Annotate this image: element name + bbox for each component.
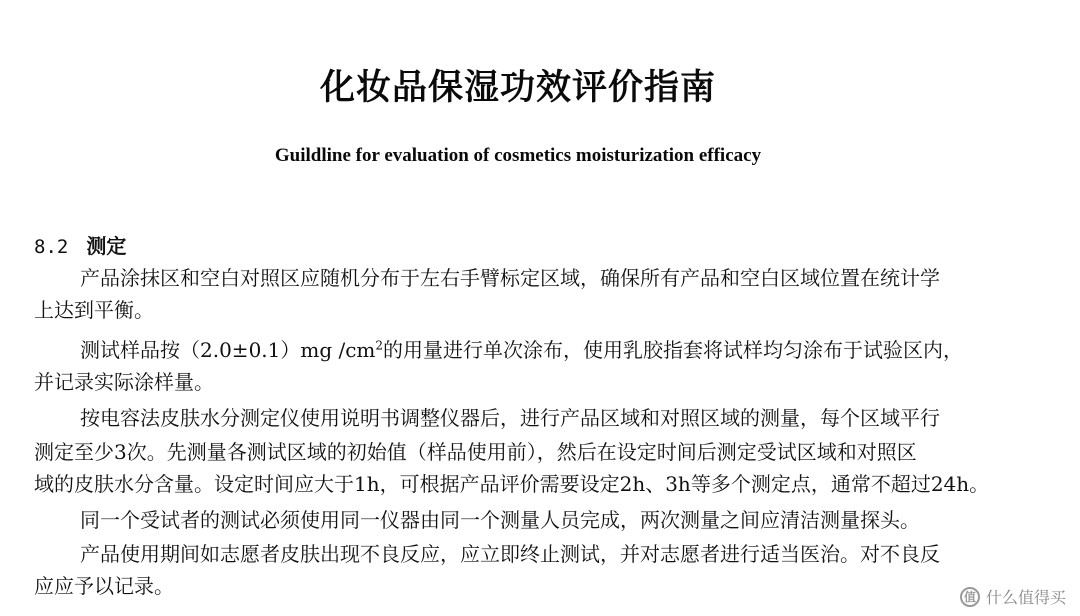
paragraph-line: 并记录实际涂样量。 [34,370,214,394]
paragraph-text: 的用量进行单次涂布，使用乳胶指套将试样均匀涂布于试验区内， [383,338,964,362]
paragraph-line: 测定至少3次。先测量各测试区域的初始值（样品使用前），然后在设定时间后测定受试区域和对照区 [34,440,917,464]
section-heading [34,230,126,259]
paragraph-line: 应应予以记录。 [34,574,174,598]
section-title: 测定 [86,234,127,258]
paragraph-line [80,338,963,362]
paragraph-line: 同一个受试者的测试必须使用同一仪器由同一个测量人员完成，两次测量之间应清洁测量探头。 [80,508,920,532]
watermark-text: 什么值得买 [985,588,1066,607]
section-number: 8.2 [34,236,69,258]
paragraph-line: 域的皮肤水分含量。设定时间应大于1h，可根据产品评价需要设定2h、3h等多个测定点，通常不超过24h。 [34,472,990,496]
superscript: 2 [375,338,384,353]
paragraph-line: 产品涂抹区和空白对照区应随机分布于左右手臂标定区域，确保所有产品和空白区域位置在统计学 [80,266,940,290]
paragraph-text: 测试样品按（2.0±0.1）mg /cm [80,338,376,362]
paragraph-line: 上达到平衡。 [34,298,154,322]
watermark [960,585,1066,608]
zhi-icon: 值 [960,587,980,607]
document-title-cn: 化妆品保湿功效评价指南 [319,68,716,108]
paragraph-line: 按电容法皮肤水分测定仪使用说明书调整仪器后，进行产品区域和对照区域的测量，每个区域平行 [80,406,940,430]
paragraph-line: 产品使用期间如志愿者皮肤出现不良反应，应立即终止测试，并对志愿者进行适当医治。对不良反 [80,542,940,566]
document-title-en: Guildline for evaluation of cosmetics moisturization efficacy [274,145,762,166]
